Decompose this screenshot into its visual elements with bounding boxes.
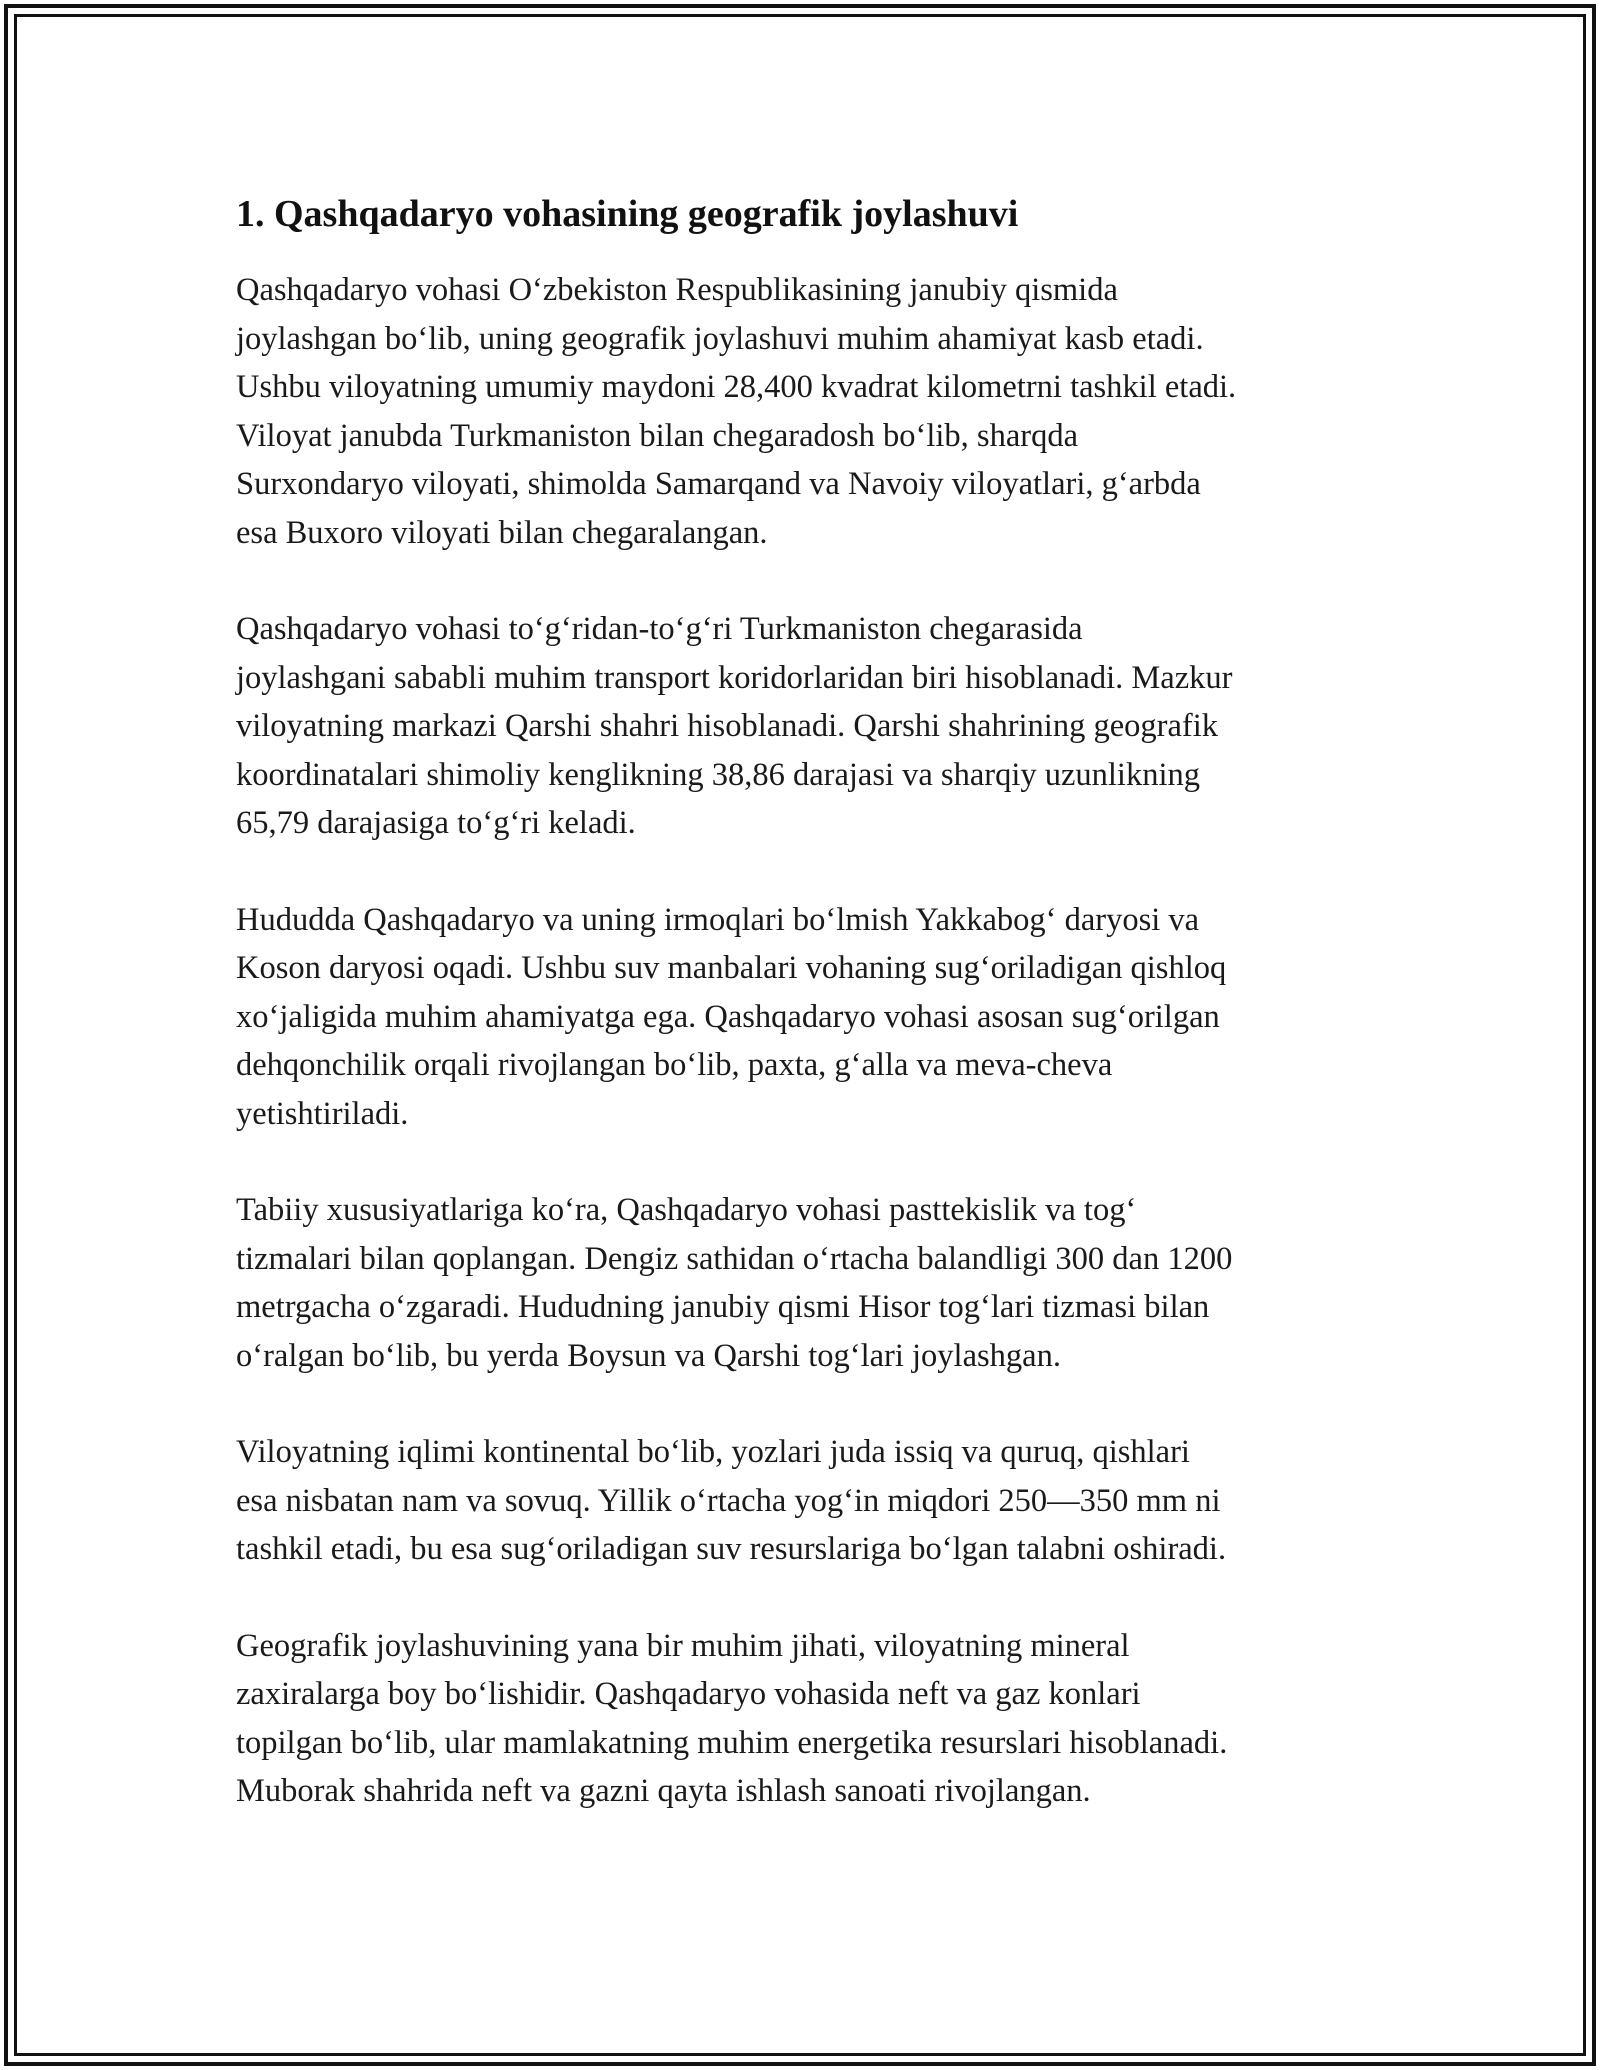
paragraph-line: Hududda Qashqadaryo va uning irmoqlari bo‘lmish Yakkabog‘ daryosi va [236,901,1200,938]
paragraph-line: tashkil etadi, bu esa sug‘oriladigan suv resurslariga bo‘lgan talabni oshiradi. [236,1531,1227,1567]
paragraph-line: joylashgani sababli muhim transport koridorlaridan biri hisoblanadi. Mazkur [236,659,1233,696]
paragraph-line: Ushbu viloyatning umumiy maydoni 28,400 kvadrat kilometrni tashkil etadi. [236,369,1237,405]
paragraph-line: Qashqadaryo vohasi O‘zbekiston Respublikasining janubiy qismida [236,272,1118,308]
paragraph-line: Geografik joylashuvining yana bir muhim jihati, viloyatning mineral [236,1627,1130,1664]
paragraph-line: esa nisbatan nam va sovuq. Yillik o‘rtacha yog‘in miqdori 250—350 mm ni [236,1482,1221,1519]
paragraph-line: joylashgan bo‘lib, uning geografik joylashuvi muhim ahamiyat kasb etadi. [236,320,1204,357]
paragraph-line: Viloyatning iqlimi kontinental bo‘lib, yozlari juda issiq va quruq, qishlari [236,1434,1190,1470]
paragraph-list [236,266,1386,1816]
paragraph-line: topilgan bo‘lib, ular mamlakatning muhim energetika resurslari hisoblanadi. [236,1724,1228,1761]
paragraph-line: metrgacha o‘zgaradi. Hududning janubiy qismi Hisor tog‘lari tizmasi bilan [236,1289,1210,1325]
paragraph-line: esa Buxoro viloyati bilan chegaralangan. [236,514,768,551]
paragraph-line: koordinatalari shimoliy kenglikning 38,86 darajasi va sharqiy uzunlikning [236,756,1200,793]
paragraph-line: dehqonchilik orqali rivojlangan bo‘lib, paxta, g‘alla va meva-cheva [236,1047,1113,1083]
paragraph-1 [236,266,1386,557]
paragraph-5 [236,1428,1386,1574]
paragraph-3 [236,896,1386,1139]
paragraph-line: yetishtiriladi. [236,1095,409,1132]
section-heading: 1. Qashqadaryo vohasining geografik joylashuvi [236,193,1019,235]
paragraph-line: Tabiiy xususiyatlariga ko‘ra, Qashqadaryo vohasi pasttekislik va tog‘ [236,1192,1137,1228]
paragraph-line: tizmalari bilan qoplangan. Dengiz sathidan o‘rtacha balandligi 300 dan 1200 [236,1240,1233,1277]
paragraph-line: viloyatning markazi Qarshi shahri hisoblanadi. Qarshi shahrining geografik [236,708,1218,744]
paragraph-line: Viloyat janubda Turkmaniston bilan chegaradosh bo‘lib, sharqda [236,417,1079,454]
paragraph-2 [236,605,1386,848]
paragraph-line: 65,79 darajasiga to‘g‘ri keladi. [236,805,636,841]
paragraph-line: Surxondaryo viloyati, shimolda Samarqand va Navoiy viloyatlari, g‘arbda [236,466,1201,502]
paragraph-line: Muborak shahrida neft va gazni qayta ishlash sanoati rivojlangan. [236,1773,1091,1809]
paragraph-4 [236,1186,1386,1380]
paragraph-line: Qashqadaryo vohasi to‘g‘ridan-to‘g‘ri Turkmaniston chegarasida [236,611,1083,647]
paragraph-line: zaxiralarga boy bo‘lishidir. Qashqadaryo vohasida neft va gaz konlari [236,1676,1141,1712]
paragraph-line: xo‘jaligida muhim ahamiyatga ega. Qashqadaryo vohasi asosan sug‘orilgan [236,998,1220,1035]
paragraph-line: Koson daryosi oqadi. Ushbu suv manbalari vohaning sug‘oriladigan qishloq [236,950,1227,986]
paragraph-6 [236,1622,1386,1816]
paragraph-line: o‘ralgan bo‘lib, bu yerda Boysun va Qarshi tog‘lari joylashgan. [236,1337,1061,1374]
document-body [236,184,1386,1864]
